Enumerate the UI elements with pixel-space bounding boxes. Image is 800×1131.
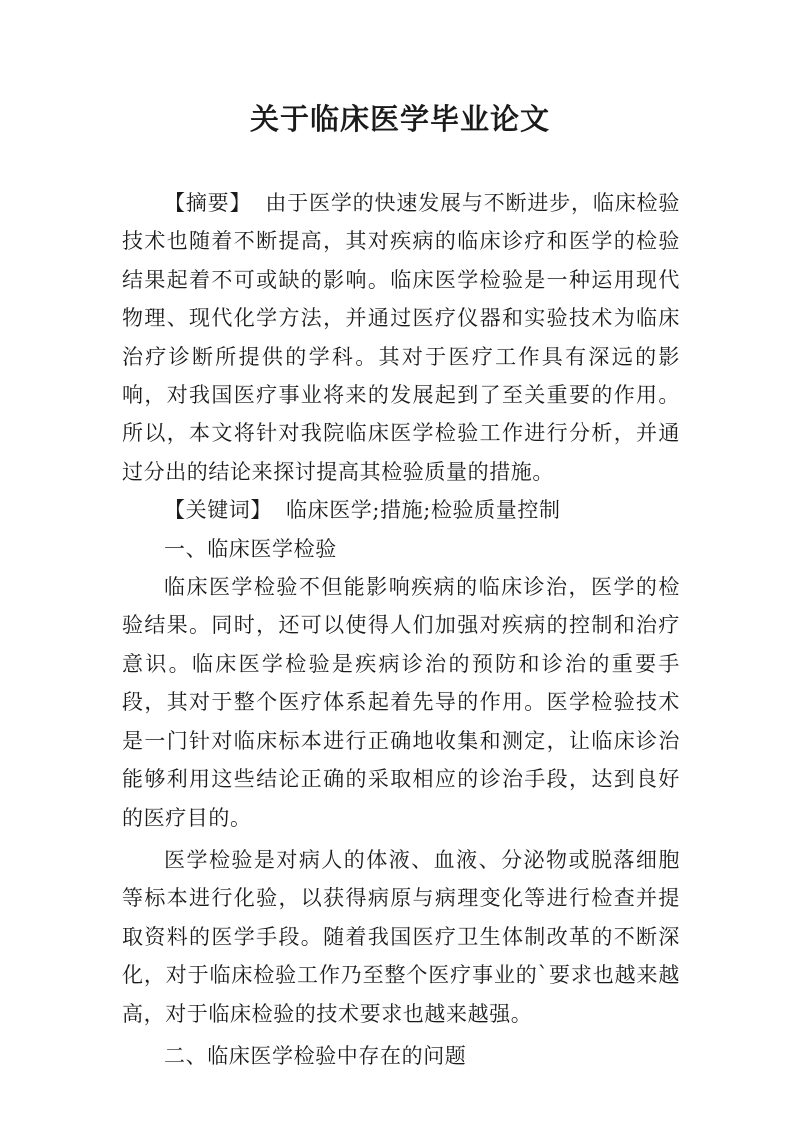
document-body bbox=[122, 184, 680, 1075]
document-title: 关于临床医学毕业论文 bbox=[249, 102, 550, 136]
section-heading-1: 一、临床医学检验 bbox=[164, 536, 337, 561]
body-paragraph-2: 医学检验是对病人的体液、血液、分泌物或脱落细胞等标本进行化验，以获得病原与病理变化等进行检查并提取资料的医学手段。随着我国医疗卫生体制改革的不断深化，对于临床检验工作乃至整个医疗事业的`要求也越来越高，对于临床检验的技术要求也越来越强。 bbox=[122, 847, 680, 1026]
abstract-paragraph bbox=[122, 184, 680, 491]
keywords-paragraph bbox=[122, 491, 680, 529]
abstract-label: 【摘要】 bbox=[164, 191, 252, 215]
section-heading-2: 二、临床医学检验中存在的问题 bbox=[164, 1043, 467, 1068]
abstract-text: 由于医学的快速发展与不断进步，临床检验技术也随着不断提高，其对疾病的临床诊疗和医学的检验结果起着不可或缺的影响。临床医学检验是一种运用现代物理、现代化学方法，并通过医疗仪器和实验技术为临床治疗诊断所提供的学科。其对于医疗工作具有深远的影响，对我国医疗事业将来的发展起到了至关重要的作用。所以，本文将针对我院临床医学检验工作进行分析，并通过分出的结论来探讨提高其检验质量的措施。 bbox=[122, 191, 680, 484]
keywords-label: 【关键词】 bbox=[164, 498, 272, 523]
keywords-text: 临床医学;措施;检验质量控制 bbox=[286, 498, 561, 523]
body-paragraph-1: 临床医学检验不但能影响疾病的临床诊治，医学的检验结果。同时，还可以使得人们加强对疾病的控制和治疗意识。临床医学检验是疾病诊治的预防和诊治的重要手段，其对于整个医疗体系起着先导的作用。医学检验技术是一门针对临床标本进行正确地收集和测定，让临床诊治能够利用这些结论正确的采取相应的诊治手段，达到良好的医疗目的。 bbox=[122, 575, 680, 830]
